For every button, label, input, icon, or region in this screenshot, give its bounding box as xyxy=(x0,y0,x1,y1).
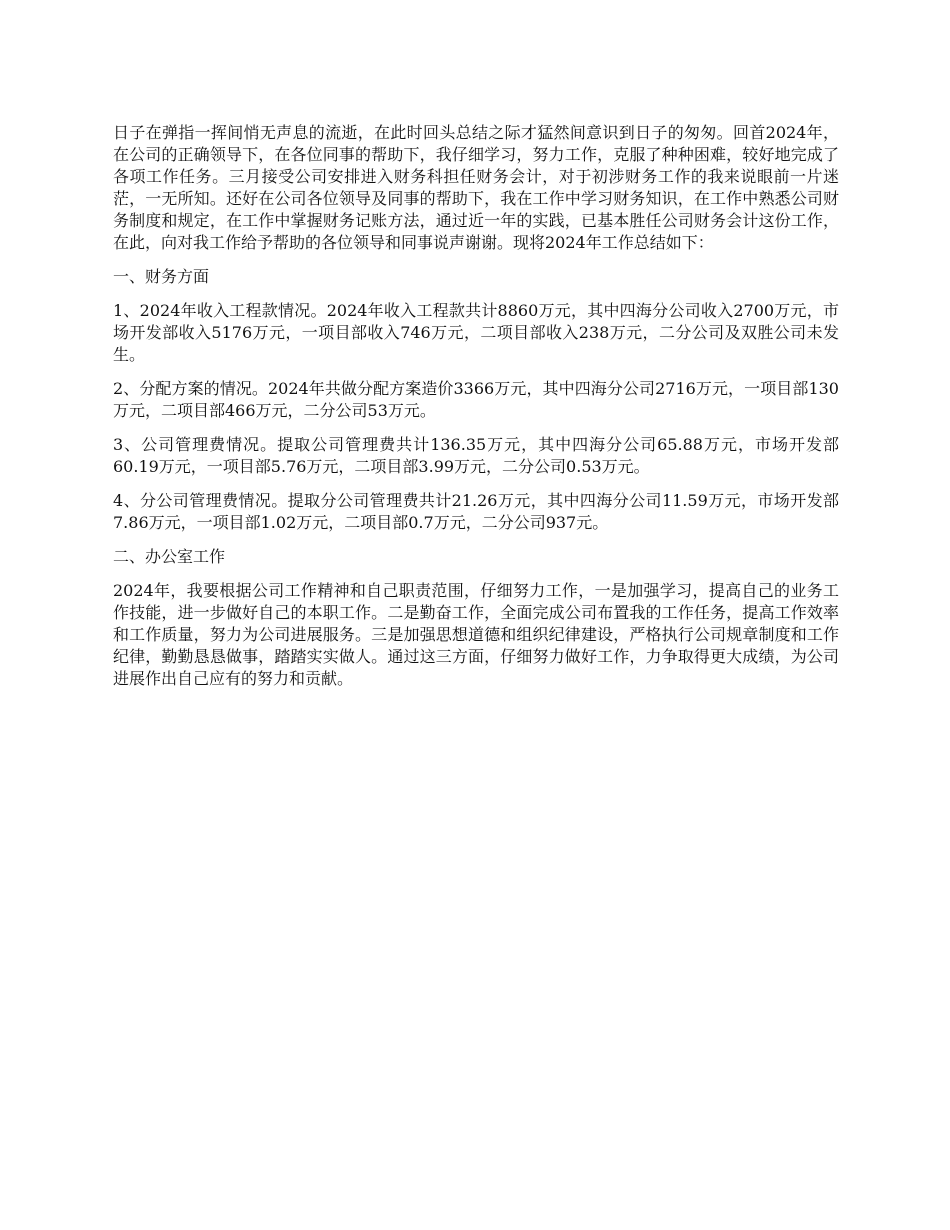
finance-item-2: 2、分配方案的情况。2024年共做分配方案造价3366万元，其中四海分公司2716万元，一项目部130万元，二项目部466万元，二分公司53万元。 xyxy=(113,379,839,420)
finance-item-1: 1、2024年收入工程款情况。2024年收入工程款共计8860万元，其中四海分公司收入2700万元，市场开发部收入5176万元，一项目部收入746万元，二项目部收入238万元，二分公司及双胜公司未发生。 xyxy=(113,301,839,364)
intro-paragraph: 日子在弹指一挥间悄无声息的流逝，在此时回头总结之际才猛然间意识到日子的匆匆。回首2024年，在公司的正确领导下，在各位同事的帮助下，我仔细学习，努力工作，克服了种种困难，较好地完成了各项工作任务。三月接受公司安排进入财务科担任财务会计，对于初涉财务工作的我来说眼前一片迷茫，一无所知。还好在公司各位领导及同事的帮助下，我在工作中学习财务知识，在工作中熟悉公司财务制度和规定，在工作中掌握财务记账方法，通过近一年的实践，已基本胜任公司财务会计这份工作，在此，向对我工作给予帮助的各位领导和同事说声谢谢。现将2024年工作总结如下： xyxy=(113,123,839,252)
finance-item-4: 4、分公司管理费情况。提取分公司管理费共计21.26万元，其中四海分公司11.59万元，市场开发部7.86万元，一项目部1.02万元，二项目部0.7万元，二分公司937元。 xyxy=(113,491,839,532)
section-heading-office: 二、办公室工作 xyxy=(113,547,226,566)
document-body xyxy=(113,122,839,702)
finance-item-3: 3、公司管理费情况。提取公司管理费共计136.35万元，其中四海分公司65.88万元，市场开发部60.19万元，一项目部5.76万元，二项目部3.99万元，二分公司0.53万元。 xyxy=(113,435,839,476)
section-heading-finance: 一、财务方面 xyxy=(113,267,210,286)
office-paragraph: 2024年，我要根据公司工作精神和自己职责范围，仔细努力工作，一是加强学习，提高自己的业务工作技能，进一步做好自己的本职工作。二是勤奋工作，全面完成公司布置我的工作任务，提高工作效率和工作质量，努力为公司进展服务。三是加强思想道德和组织纪律建设，严格执行公司规章制度和工作纪律，勤勤恳恳做事，踏踏实实做人。通过这三方面，仔细努力做好工作，力争取得更大成绩，为公司进展作出自己应有的努力和贡献。 xyxy=(113,581,839,688)
